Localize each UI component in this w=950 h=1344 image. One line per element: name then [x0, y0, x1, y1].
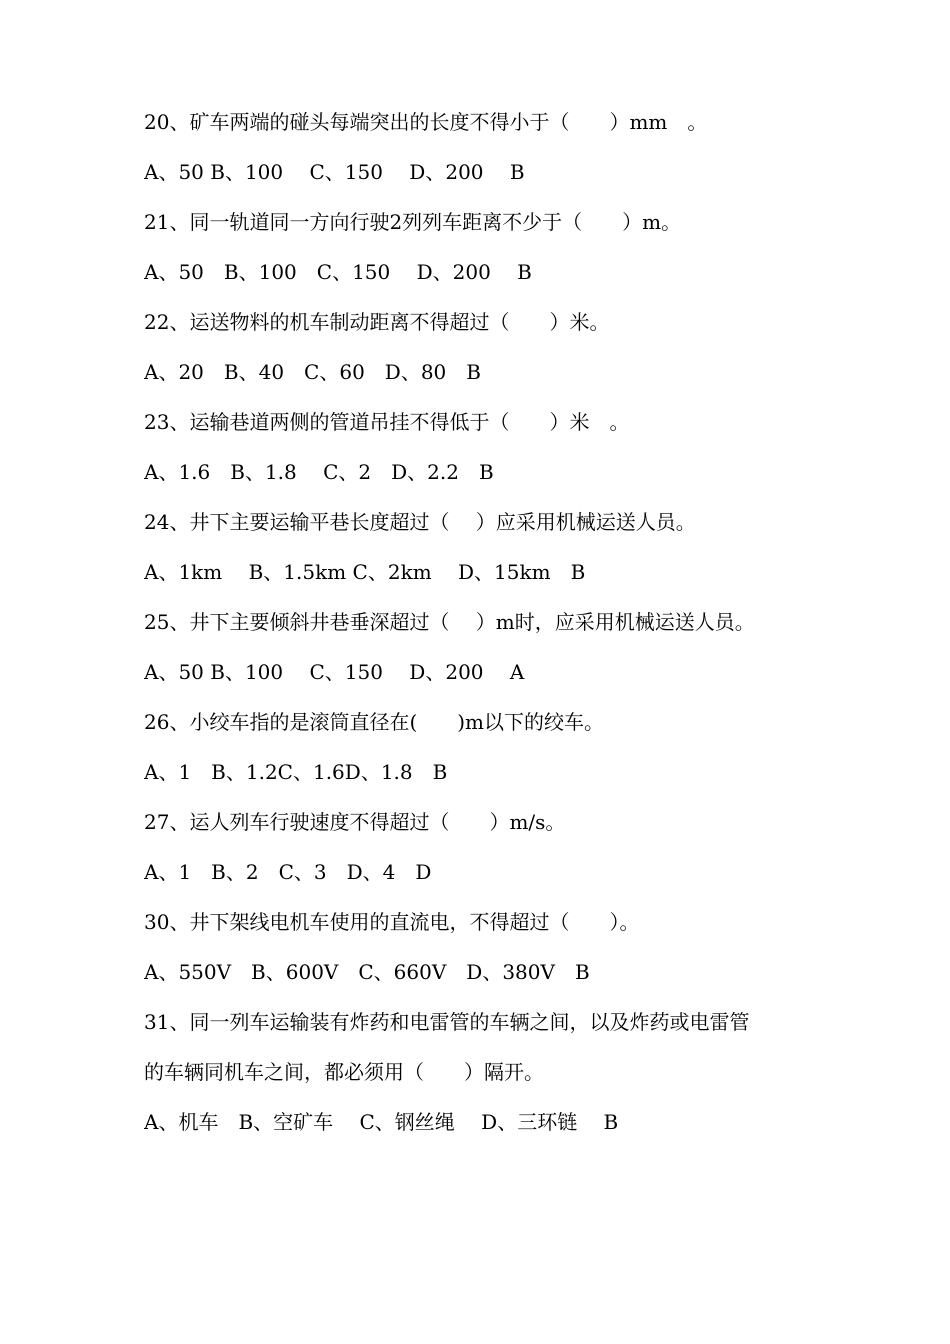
- question-25: 25、井下主要倾斜井巷垂深超过（ ）m时，应采用机械运送人员。: [144, 610, 755, 634]
- question-31-line-1: 31、同一列车运输装有炸药和电雷管的车辆之间，以及炸药或电雷管: [144, 1010, 750, 1034]
- question-30: 30、井下架线电机车使用的直流电，不得超过（ ）。: [144, 910, 640, 934]
- question-24: 24、井下主要运输平巷长度超过（ ）应采用机械运送人员。: [144, 510, 696, 534]
- question-23: 23、运输巷道两侧的管道吊挂不得低于（ ）米 。: [144, 410, 630, 434]
- question-31-line-2: 的车辆同机车之间，都必须用（ ）隔开。: [144, 1060, 544, 1084]
- options-24: A、1km B、1.5km C、2km D、15km B: [144, 560, 586, 584]
- options-22: A、20 B、40 C、60 D、80 B: [144, 360, 481, 384]
- options-20: A、50 B、100 C、150 D、200 B: [144, 160, 525, 184]
- options-27: A、1 B、2 C、3 D、4 D: [144, 860, 432, 884]
- options-25: A、50 B、100 C、150 D、200 A: [144, 660, 525, 684]
- document-body: [144, 104, 824, 1154]
- options-21: A、50 B、100 C、150 D、200 B: [144, 260, 532, 284]
- options-30: A、550V B、600V C、660V D、380V B: [144, 960, 590, 984]
- options-31: A、机车 B、空矿车 C、钢丝绳 D、三环链 B: [144, 1110, 619, 1134]
- question-22: 22、运送物料的机车制动距离不得超过（ ）米。: [144, 310, 610, 334]
- question-27: 27、运人列车行驶速度不得超过（ ）m/s。: [144, 810, 566, 834]
- options-23: A、1.6 B、1.8 C、2 D、2.2 B: [144, 460, 494, 484]
- question-21: 21、同一轨道同一方向行驶2列列车距离不少于（ ）m。: [144, 210, 682, 234]
- options-26: A、1 B、1.2C、1.6D、1.8 B: [144, 760, 448, 784]
- question-26: 26、小绞车指的是滚筒直径在( )m以下的绞车。: [144, 710, 605, 734]
- question-20: 20、矿车两端的碰头每端突出的长度不得小于（ ）mm 。: [144, 110, 708, 134]
